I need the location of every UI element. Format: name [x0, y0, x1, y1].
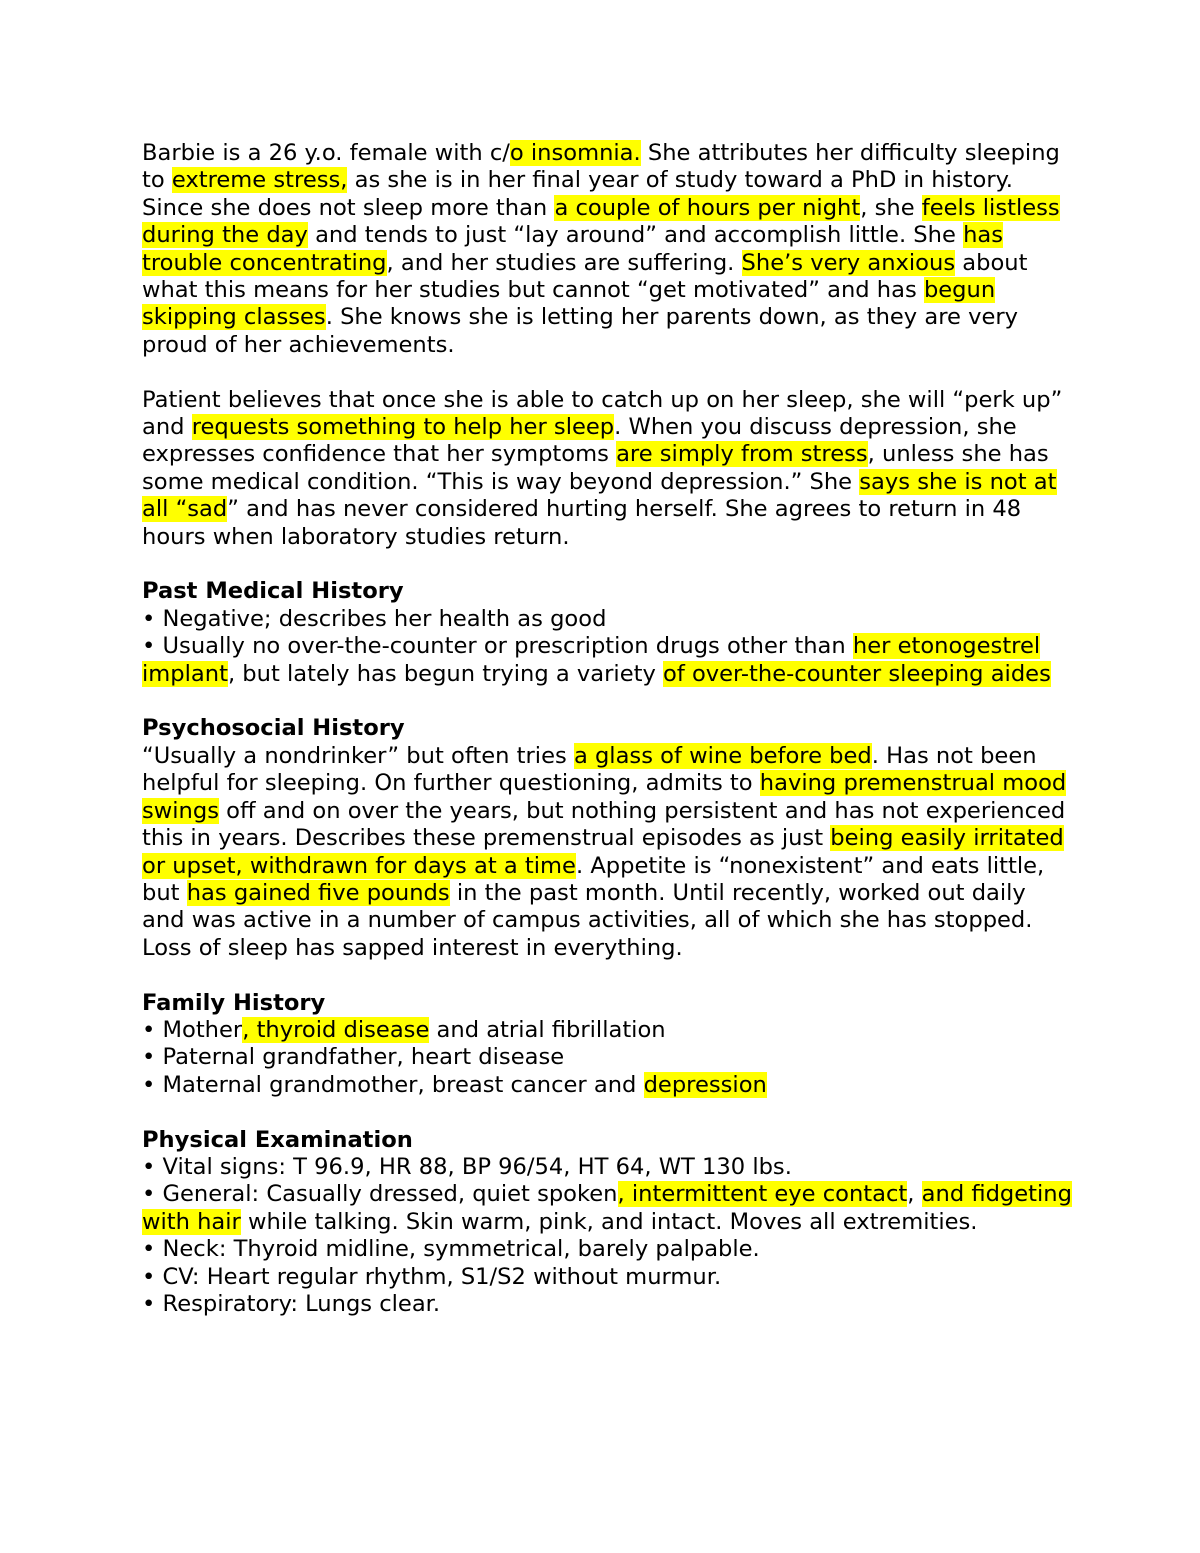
highlighted-text: depression [643, 1071, 767, 1098]
highlighted-text: a glass of wine before bed [573, 742, 872, 769]
list-item [142, 606, 1072, 633]
highlighted-text: her etonogestrel implant [142, 633, 1041, 687]
text-run: . When you discuss depression, she expresses confidence that her symptoms [142, 414, 1017, 468]
list-item [142, 1044, 1072, 1071]
text-run: • Negative; describes her health as good [142, 605, 607, 632]
highlighted-text: begun skipping classes [142, 277, 996, 331]
paragraph-gap [142, 1099, 1072, 1126]
paragraph-gap [142, 962, 1072, 989]
text-run: and atrial fibrillation [429, 1016, 666, 1043]
text-run: • CV: Heart regular rhythm, S1/S2 without murmur. [142, 1263, 722, 1290]
physical-examination-heading: Physical Examination [142, 1126, 413, 1153]
highlighted-text: has trouble concentrating [142, 222, 1003, 276]
text-run: while talking. Skin warm, pink, and intact. Moves all extremities. [240, 1208, 978, 1235]
text-run: She attributes her difficulty sleeping to [142, 140, 1060, 194]
family-history-heading: Family History [142, 989, 326, 1016]
list-item [142, 1291, 1072, 1318]
highlighted-text: o insomnia. [509, 140, 641, 166]
text-run: , and her studies are suffering. [386, 249, 742, 276]
highlighted-text: has gained five pounds [186, 879, 450, 906]
highlighted-text: feels listless during the day [142, 194, 1060, 249]
text-run: • Maternal grandmother, breast cancer and [142, 1071, 644, 1098]
intro-paragraph-2 [142, 387, 1072, 551]
text-run: , [907, 1181, 922, 1208]
text-run: • Paternal grandfather, heart disease [142, 1044, 565, 1071]
list-item [142, 1072, 1072, 1099]
text-run: , unless she has some medical condition. “This is way beyond depression.” She [142, 441, 1049, 495]
list-item [142, 1154, 1072, 1181]
paragraph-gap [142, 359, 1072, 386]
list-item [142, 1017, 1072, 1044]
text-run: . Appetite is “nonexistent” and eats little, but [142, 852, 1045, 906]
text-run: • Vital signs: T 96.9, HR 88, BP 96/54, HT 64, WT 130 lbs. [142, 1153, 792, 1180]
highlighted-text: of over-the-counter sleeping aides [663, 660, 1051, 687]
document-page [142, 140, 1072, 1318]
text-run: . She knows she is letting her parents down, as they are very proud of her achievements. [142, 304, 1019, 358]
psychosocial-history-heading: Psychosocial History [142, 715, 405, 742]
highlighted-text: says she is not at all “sad [142, 468, 1057, 523]
text-run: • Respiratory: Lungs clear. [142, 1290, 441, 1317]
text-run: • Neck: Thyroid midline, symmetrical, barely palpable. [142, 1236, 760, 1263]
paragraph-gap [142, 551, 1072, 578]
text-run: about what this means for her studies but cannot “get motivated” and has [142, 249, 1028, 304]
text-run: and tends to just “lay around” and accomplish little. She [307, 222, 964, 249]
text-run: Patient believes that once she is able to catch up on her sleep, she will “perk up” and [142, 386, 1063, 441]
highlighted-text: being easily irritated or upset, withdrawn for days at a time [142, 825, 1064, 879]
highlighted-text: a couple of hours per night [554, 194, 861, 221]
highlighted-text: extreme stress, [171, 167, 348, 194]
text-run: • Mother [142, 1016, 243, 1043]
highlighted-text: , thyroid disease [242, 1016, 430, 1043]
text-run: “Usually a nondrinker” but often tries [142, 742, 574, 769]
text-run: • General: Casually dressed, quiet spoken [142, 1181, 618, 1208]
highlighted-text: requests something to help her sleep [191, 414, 615, 441]
past-medical-history-list [142, 606, 1072, 688]
text-run: off and on over the years, but nothing persistent and has not experienced this in years. Describes these premenstrual episodes as just [142, 797, 1066, 852]
list-item [142, 633, 1072, 688]
family-history-list [142, 1017, 1072, 1099]
list-item [142, 1181, 1072, 1236]
text-run: ” and has never considered hurting herself. She agrees to return in 48 hours when laboratory studies return. [142, 496, 1022, 550]
psychosocial-history-body [142, 743, 1072, 962]
highlighted-text: are simply from stress [616, 441, 868, 468]
highlighted-text: having premenstrual mood swings [142, 770, 1067, 824]
highlighted-text: She’s very anxious [741, 249, 956, 276]
highlighted-text: and fidgeting with hair [142, 1181, 1072, 1235]
highlighted-text: , intermittent eye contact [617, 1181, 908, 1208]
text-run: , but lately has begun trying a variety [227, 660, 663, 687]
text-run: . Has not been helpful for sleeping. On further questioning, admits to [142, 742, 1037, 797]
text-run: in the past month. Until recently, worked out daily and was active in a number of campus activities, all of which she has stopped. Loss of sleep has sapped interest in everything. [142, 879, 1033, 961]
text-run: Barbie is a 26 y.o. female with c/ [142, 140, 510, 166]
text-run: as she is in her final year of study toward a PhD in history. Since she does not sleep more than [142, 167, 1013, 221]
list-item [142, 1236, 1072, 1263]
intro-paragraph-1 [142, 140, 1072, 359]
past-medical-history-heading: Past Medical History [142, 578, 404, 605]
text-run: • Usually no over-the-counter or prescription drugs other than [142, 633, 853, 660]
paragraph-gap [142, 688, 1072, 715]
text-run: , she [860, 194, 922, 221]
physical-examination-list [142, 1154, 1072, 1318]
list-item [142, 1264, 1072, 1291]
